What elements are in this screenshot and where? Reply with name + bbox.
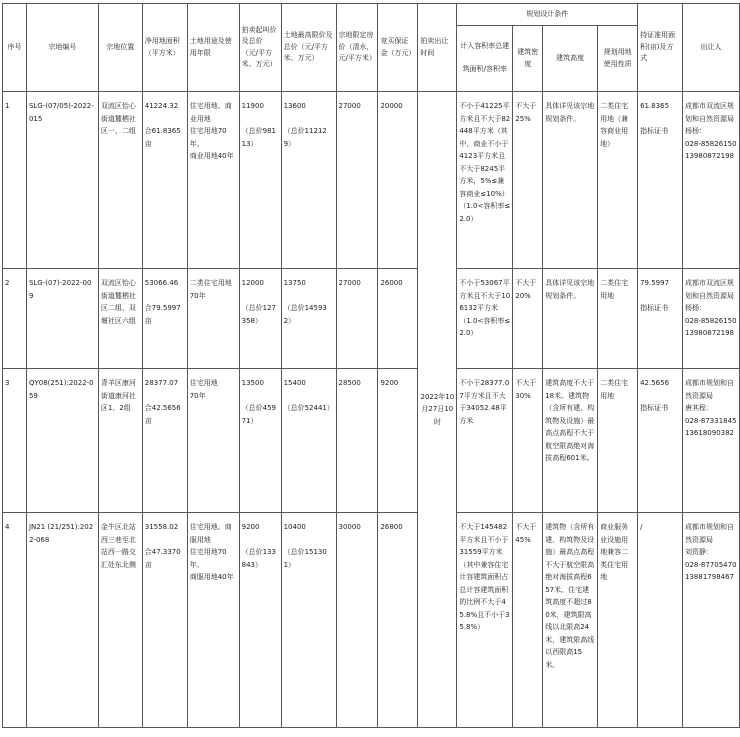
header-seq: 序号 <box>3 4 27 92</box>
row-max-price <box>281 369 336 513</box>
row-plan-use: 二类住宅用地 <box>598 369 638 513</box>
row-seller: 成都市双流区规划和自然资源局 杨杨： 028-85826150 13980872198 <box>683 92 740 269</box>
row-max-unit: 10400 <box>283 523 306 531</box>
row-max-total: （总价112129） <box>283 127 327 148</box>
row-area-mu: 合42.5656亩 <box>144 404 181 425</box>
header-location: 宗地位置 <box>98 4 142 92</box>
row-far: 不小于28377.07平方米且不大于34052.48平方米 <box>457 369 513 513</box>
row-cert-area: 61.8365 <box>640 102 670 110</box>
land-auction-table <box>2 3 740 728</box>
row-height: 建筑高度不大于18米。建筑物（含所有建、构筑物及设施）最高点高程不大于航空限高绝对海拔高程601米。 <box>543 369 598 513</box>
row-density: 不大于25% <box>513 92 543 269</box>
row-max-unit: 13750 <box>283 279 306 287</box>
row-start-total: （总价133843） <box>241 548 276 569</box>
header-house-price: 宗地限定房价（清水，元/平方米） <box>336 4 378 92</box>
row-location: 金牛区北站西三巷至北站西一路交汇处东北侧 <box>98 513 142 728</box>
row-area <box>142 369 187 513</box>
row-cert-method: 指标证书 <box>640 304 669 312</box>
row-land-use: 住宅用地、商服用地 住宅用地70年、 商服用地40年 <box>187 513 239 728</box>
row-start-price <box>239 269 281 369</box>
row-seller: 成都市规划和自然资源局 唐其程： 028-87331845 13618090382 <box>683 369 740 513</box>
row-start-price <box>239 369 281 513</box>
row-start-price <box>239 513 281 728</box>
row-location: 双流区怡心街道麓栖社区一、二组 <box>98 92 142 269</box>
row-cert-area: / <box>640 523 643 531</box>
row-height: 具体详见该宗地规划条件。 <box>543 269 598 369</box>
row-density: 不大于30% <box>513 369 543 513</box>
row-area-sqm: 53066.46 <box>144 279 179 287</box>
header-auction-time: 拍卖出让时间 <box>418 4 457 92</box>
row-parcel-no: SLG-(07)-2022-009 <box>26 269 98 369</box>
row-max-price <box>281 92 336 269</box>
row-max-unit: 13600 <box>283 102 306 110</box>
row-far: 不小于53067平方米且不大于106132平方米（1.0<容积率≤2.0） <box>457 269 513 369</box>
header-parcel-no: 宗地编号 <box>26 4 98 92</box>
header-seller: 出让人 <box>683 4 740 92</box>
header-far-title: 计入容积率总建 <box>460 42 510 51</box>
header-max-price: 土地最高限价及总价（元/平方米、万元） <box>281 4 336 92</box>
row-max-total: （总价145932） <box>283 304 327 325</box>
row-max-total: （总价52441） <box>283 404 334 412</box>
row-plan-use: 商业服务业设施用地兼容二类住宅用地 <box>598 513 638 728</box>
row-plan-use: 二类住宅用地（兼容商业用地） <box>598 92 638 269</box>
header-plan-use: 规划用地使用性质 <box>598 26 638 92</box>
row-area <box>142 92 187 269</box>
row-start-unit: 13500 <box>241 379 264 387</box>
row-max-price <box>281 513 336 728</box>
row-house-price: 28500 <box>336 369 378 513</box>
row-area-mu: 合79.5997亩 <box>144 304 181 325</box>
row-max-total: （总价151301） <box>283 548 327 569</box>
row-cert <box>638 369 683 513</box>
row-seq: 1 <box>3 92 27 269</box>
row-area-sqm: 31558.02 <box>144 523 179 531</box>
row-land-use: 住宅用地、商业用地 住宅用地70年、 商业用地40年 <box>187 92 239 269</box>
row-cert <box>638 513 683 728</box>
row-start-price <box>239 92 281 269</box>
row-far: 不小于41225平方米且不大于82448平方米（其中，商业不小于4123平方米且不大于8245平方米，5%≤兼容商业≤10%）（1.0<容积率≤2.0） <box>457 92 513 269</box>
header-far-sub: 筑面积/容积率 <box>462 65 507 74</box>
row-house-price: 27000 <box>336 269 378 369</box>
row-seller: 成都市规划和自然资源局 刘资静： 028-87705470 13881798467 <box>683 513 740 728</box>
header-land-use: 土地用途及使用年限 <box>187 4 239 92</box>
header-density: 建筑密度 <box>513 26 543 92</box>
row-seq: 3 <box>3 369 27 513</box>
row-far: 不大于145482平方米且不小于31559平方米（其中兼容住宅计容建筑面积占总计容建筑面积的比例不大于45.8%且不小于35.8%） <box>457 513 513 728</box>
header-row-1 <box>3 4 740 26</box>
row-plan-use: 二类住宅用地 <box>598 269 638 369</box>
row-start-total: （总价127358） <box>241 304 276 325</box>
row-seq: 4 <box>3 513 27 728</box>
auction-time: 2022年10月27日10时 <box>418 92 457 728</box>
header-height: 建筑高度 <box>543 26 598 92</box>
row-cert-method: 指标证书 <box>640 127 669 135</box>
header-start-price: 拍卖起叫价及总价（元/平方米、万元） <box>239 4 281 92</box>
row-max-price <box>281 269 336 369</box>
row-land-use: 二类住宅用地 70年 <box>187 269 239 369</box>
row-height: 建筑物（含所有建、构筑物及设施）最高点高程不大于航空限高绝对海拔高程657米。住宅建筑高度不超过80米，建筑限高线以北限高24米，建筑限高线以西限高15米。 <box>543 513 598 728</box>
row-deposit: 9200 <box>378 369 418 513</box>
row-start-unit: 12000 <box>241 279 264 287</box>
table-row <box>3 369 740 513</box>
row-density: 不大于45% <box>513 513 543 728</box>
row-area-sqm: 28377.07 <box>144 379 179 387</box>
row-start-unit: 9200 <box>241 523 260 531</box>
header-far <box>457 26 513 92</box>
row-house-price: 30000 <box>336 513 378 728</box>
header-deposit: 竞买保证金（万元） <box>378 4 418 92</box>
row-cert-method: 指标证书 <box>640 404 669 412</box>
row-density: 不大于20% <box>513 269 543 369</box>
row-house-price: 27000 <box>336 92 378 269</box>
row-land-use: 住宅用地 70年 <box>187 369 239 513</box>
header-planning: 规划设计条件 <box>457 4 638 26</box>
row-deposit: 26000 <box>378 269 418 369</box>
row-deposit: 20000 <box>378 92 418 269</box>
row-area-mu: 合61.8365亩 <box>144 127 181 148</box>
row-area <box>142 513 187 728</box>
row-parcel-no: QY08(251):2022-059 <box>26 369 98 513</box>
row-area <box>142 269 187 369</box>
table-row <box>3 269 740 369</box>
row-height: 具体详见该宗地规划条件。 <box>543 92 598 269</box>
row-location: 青羊区康河街道康河社区1、2组 <box>98 369 142 513</box>
row-cert <box>638 269 683 369</box>
row-max-unit: 15400 <box>283 379 306 387</box>
row-seller: 成都市双流区规划和自然资源局 杨杨： 028-85826150 13980872198 <box>683 269 740 369</box>
row-start-total: （总价45971） <box>241 404 276 425</box>
row-parcel-no: JN21 (21/251):2022-068 <box>26 513 98 728</box>
row-cert-area: 79.5997 <box>640 279 670 287</box>
table-row <box>3 513 740 728</box>
header-cert-area: 持证准用面积(亩)及方式 <box>638 4 683 92</box>
header-net-area: 净用地面积（平方米） <box>142 4 187 92</box>
row-deposit: 26800 <box>378 513 418 728</box>
row-seq: 2 <box>3 269 27 369</box>
row-area-sqm: 41224.32 <box>144 102 179 110</box>
row-parcel-no: SLG-(07/05)-2022-015 <box>26 92 98 269</box>
row-start-total: （总价98113） <box>241 127 276 148</box>
row-cert <box>638 92 683 269</box>
table-row <box>3 92 740 269</box>
row-cert-area: 42.5656 <box>640 379 670 387</box>
row-start-unit: 11900 <box>241 102 264 110</box>
row-location: 双流区怡心街道麓栖社区二组、双堰社区六组 <box>98 269 142 369</box>
row-area-mu: 合47.3370亩 <box>144 548 181 569</box>
